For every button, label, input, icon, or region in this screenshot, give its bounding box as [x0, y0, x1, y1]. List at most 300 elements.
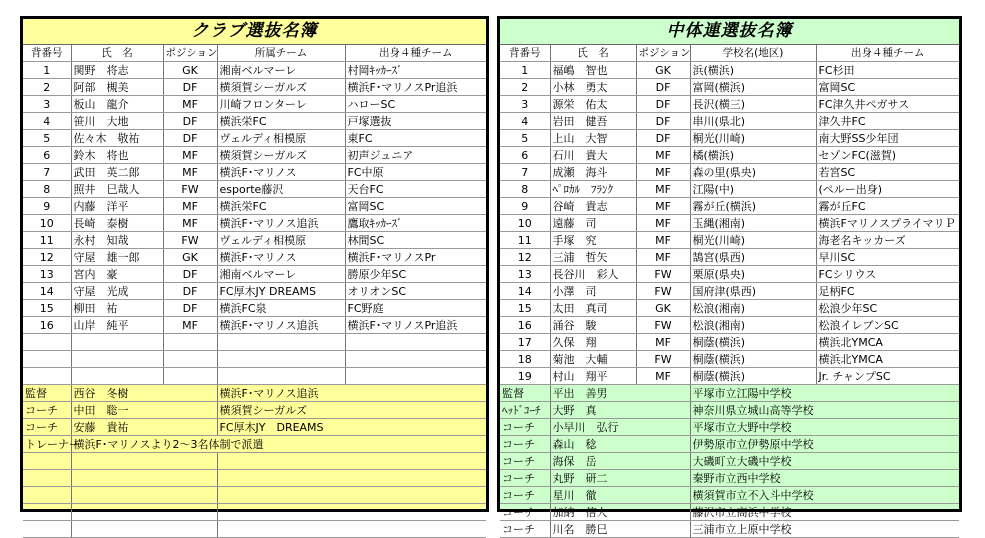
chutai-staff-row: [500, 487, 959, 504]
club-player-row: [23, 215, 486, 232]
player-position: DF: [163, 283, 217, 300]
player-position: GK: [636, 300, 690, 317]
player-number: 9: [23, 198, 71, 215]
player-position: DF: [636, 96, 690, 113]
club-staff-empty-row: [23, 521, 486, 538]
player-number: 11: [500, 232, 550, 249]
player-origin-team: 林間SC: [345, 232, 486, 249]
player-name: 手塚 究: [550, 232, 636, 249]
player-origin-team: 足柄FC: [816, 283, 959, 300]
staff-name: 中田 聡一: [71, 402, 217, 419]
player-name: 関野 将志: [71, 62, 163, 79]
club-header-row: [23, 45, 486, 62]
staff-affiliation: 藤沢市立高浜中学校: [690, 504, 959, 521]
chutai-staff-row: [500, 385, 959, 402]
player-position: MF: [636, 164, 690, 181]
player-origin-team: [345, 334, 486, 351]
player-team: [217, 351, 345, 368]
staff-name: [71, 453, 217, 470]
chutai-player-row: [500, 249, 959, 266]
player-name: 守屋 光成: [71, 283, 163, 300]
player-origin-team: FCシリウス: [816, 266, 959, 283]
trainer-role: トレーナー: [25, 437, 80, 451]
player-origin-team: 勝原少年SC: [345, 266, 486, 283]
player-name: 小林 勇太: [550, 79, 636, 96]
player-position: DF: [163, 300, 217, 317]
staff-affiliation: FC厚木JY DREAMS: [217, 419, 486, 436]
staff-role: コーチ: [500, 419, 550, 436]
player-team: [217, 368, 345, 385]
player-team: ヴェルディ相模原: [217, 232, 345, 249]
player-position: DF: [163, 113, 217, 130]
player-position: MF: [636, 181, 690, 198]
player-team: 浜(横浜): [690, 62, 816, 79]
player-position: FW: [636, 266, 690, 283]
player-number: 1: [23, 62, 71, 79]
player-number: 1: [500, 62, 550, 79]
player-team: 桐蔭(横浜): [690, 351, 816, 368]
player-position: DF: [163, 79, 217, 96]
player-name: 谷崎 貴志: [550, 198, 636, 215]
club-player-row: [23, 96, 486, 113]
player-number: 15: [500, 300, 550, 317]
chutai-player-row: [500, 232, 959, 249]
club-player-row: [23, 334, 486, 351]
player-name: [71, 368, 163, 385]
player-name: 岩田 健吾: [550, 113, 636, 130]
chutai-player-row: [500, 181, 959, 198]
club-player-row: [23, 164, 486, 181]
player-team: 桐光(川崎): [690, 232, 816, 249]
player-name: 菊池 大輔: [550, 351, 636, 368]
club-staff-empty-row: [23, 487, 486, 504]
player-origin-team: FC津久井ペガサス: [816, 96, 959, 113]
club-col-position: ポジション: [163, 45, 217, 62]
player-position: GK: [163, 62, 217, 79]
player-origin-team: ハローSC: [345, 96, 486, 113]
player-position: FW: [636, 351, 690, 368]
player-number: 6: [500, 147, 550, 164]
chutai-player-row: [500, 368, 959, 385]
player-team: 栗原(県央): [690, 266, 816, 283]
staff-role: コーチ: [500, 521, 550, 538]
chutai-col-origin: 出身４種チーム: [816, 45, 959, 62]
staff-name: 小早川 弘行: [550, 419, 690, 436]
staff-affiliation: 横須賀市立不入斗中学校: [690, 487, 959, 504]
player-position: GK: [636, 62, 690, 79]
player-position: MF: [636, 147, 690, 164]
staff-name: 西谷 冬樹: [71, 385, 217, 402]
player-team: 長沢(横三): [690, 96, 816, 113]
player-number: 14: [23, 283, 71, 300]
player-name: 照井 巳哉人: [71, 181, 163, 198]
player-position: DF: [636, 130, 690, 147]
player-origin-team: 横浜F･マリノスPr追浜: [345, 317, 486, 334]
staff-role: コーチ: [500, 487, 550, 504]
player-number: [23, 334, 71, 351]
player-name: 源栄 佑太: [550, 96, 636, 113]
player-name: 佐々木 敬祐: [71, 130, 163, 147]
player-team: 森の里(県央): [690, 164, 816, 181]
chutai-col-number: 背番号: [500, 45, 550, 62]
player-team: 横浜FC泉: [217, 300, 345, 317]
player-team: 桐蔭(横浜): [690, 334, 816, 351]
player-number: 13: [23, 266, 71, 283]
player-origin-team: 鷹取ｷｯｶｰｽﾞ: [345, 215, 486, 232]
player-origin-team: 富岡SC: [816, 79, 959, 96]
player-number: 5: [23, 130, 71, 147]
player-name: 柳田 祐: [71, 300, 163, 317]
player-name: ﾍﾟﾛｶﾙ ﾌﾗﾝｸ: [550, 181, 636, 198]
player-position: MF: [163, 317, 217, 334]
club-player-row: [23, 79, 486, 96]
player-number: 14: [500, 283, 550, 300]
chutai-staff-row: [500, 453, 959, 470]
player-number: 2: [23, 79, 71, 96]
player-team: 松浪(湘南): [690, 300, 816, 317]
chutai-player-row: [500, 198, 959, 215]
chutai-staff-row: [500, 504, 959, 521]
chutai-player-row: [500, 130, 959, 147]
staff-affiliation: 平塚市立大野中学校: [690, 419, 959, 436]
club-roster-panel: [20, 16, 489, 512]
player-team: 橘(横浜): [690, 147, 816, 164]
chutai-col-school: 学校名(地区): [690, 45, 816, 62]
player-origin-team: 東FC: [345, 130, 486, 147]
player-team: 横浜F･マリノス追浜: [217, 317, 345, 334]
player-name: 太田 真司: [550, 300, 636, 317]
player-team: 横須賀シーガルズ: [217, 79, 345, 96]
player-origin-team: 海老名キッカーズ: [816, 232, 959, 249]
club-player-row: [23, 232, 486, 249]
player-number: 7: [23, 164, 71, 181]
player-origin-team: [345, 368, 486, 385]
player-number: 11: [23, 232, 71, 249]
player-team: 霧が丘(横浜): [690, 198, 816, 215]
player-position: MF: [636, 368, 690, 385]
chutai-staff-table: [500, 385, 959, 538]
club-staff-empty-row: [23, 470, 486, 487]
chutai-player-row: [500, 96, 959, 113]
player-position: MF: [163, 164, 217, 181]
player-origin-team: 富岡SC: [345, 198, 486, 215]
player-position: MF: [163, 147, 217, 164]
club-player-row: [23, 130, 486, 147]
chutai-staff-row: [500, 470, 959, 487]
player-name: 宮内 豪: [71, 266, 163, 283]
club-player-row: [23, 283, 486, 300]
chutai-roster-panel: [497, 16, 962, 536]
player-origin-team: 松浪イレブンSC: [816, 317, 959, 334]
club-player-row: [23, 351, 486, 368]
player-origin-team: FC杉田: [816, 62, 959, 79]
player-origin-team: Jr. チャンプSC: [816, 368, 959, 385]
club-col-name: 氏 名: [71, 45, 163, 62]
player-number: 12: [23, 249, 71, 266]
club-player-row: [23, 113, 486, 130]
player-position: MF: [636, 334, 690, 351]
player-team: 玉縄(湘南): [690, 215, 816, 232]
player-origin-team: セゾンFC(滋賀): [816, 147, 959, 164]
player-position: [163, 368, 217, 385]
staff-affiliation: 平塚市立江陽中学校: [690, 385, 959, 402]
staff-name: 丸野 研二: [550, 470, 690, 487]
player-position: FW: [636, 317, 690, 334]
player-origin-team: 横浜F･マリノスPr追浜: [345, 79, 486, 96]
player-number: 3: [23, 96, 71, 113]
club-trainer-row: [23, 436, 486, 453]
player-name: 上山 大智: [550, 130, 636, 147]
player-number: 17: [500, 334, 550, 351]
player-name: 三浦 哲矢: [550, 249, 636, 266]
player-team: [217, 334, 345, 351]
player-origin-team: FC中原: [345, 164, 486, 181]
player-name: 守屋 雄一郎: [71, 249, 163, 266]
chutai-player-row: [500, 113, 959, 130]
player-team: esporte藤沢: [217, 181, 345, 198]
player-team: 横浜F･マリノス: [217, 164, 345, 181]
player-origin-team: 津久井FC: [816, 113, 959, 130]
player-team: 横浜栄FC: [217, 113, 345, 130]
club-player-row: [23, 198, 486, 215]
player-number: 3: [500, 96, 550, 113]
player-number: 2: [500, 79, 550, 96]
player-team: 鵠宮(県西): [690, 249, 816, 266]
player-team: ヴェルディ相模原: [217, 130, 345, 147]
player-number: 19: [500, 368, 550, 385]
player-name: 板山 龍介: [71, 96, 163, 113]
club-player-row: [23, 181, 486, 198]
staff-name: 森山 稔: [550, 436, 690, 453]
staff-affiliation: 三浦市立上原中学校: [690, 521, 959, 538]
player-position: MF: [163, 96, 217, 113]
player-name: [71, 334, 163, 351]
staff-role: コーチ: [500, 470, 550, 487]
staff-role: [23, 453, 71, 470]
player-team: 串川(県北): [690, 113, 816, 130]
staff-name: [71, 470, 217, 487]
player-position: GK: [163, 249, 217, 266]
club-player-table: [23, 45, 486, 385]
chutai-staff-row: [500, 521, 959, 538]
player-number: 13: [500, 266, 550, 283]
player-position: DF: [163, 130, 217, 147]
player-number: 16: [500, 317, 550, 334]
staff-role: コーチ: [500, 436, 550, 453]
chutai-staff-row: [500, 436, 959, 453]
player-position: [163, 334, 217, 351]
chutai-player-row: [500, 215, 959, 232]
chutai-player-row: [500, 266, 959, 283]
player-name: 石川 貴大: [550, 147, 636, 164]
staff-name: [71, 487, 217, 504]
player-team: 横浜F･マリノス追浜: [217, 215, 345, 232]
chutai-player-row: [500, 283, 959, 300]
player-origin-team: 初声ジュニア: [345, 147, 486, 164]
staff-affiliation: 横須賀シーガルズ: [217, 402, 486, 419]
player-name: 成瀬 海斗: [550, 164, 636, 181]
player-team: 川崎フロンターレ: [217, 96, 345, 113]
chutai-col-name: 氏 名: [550, 45, 636, 62]
player-position: DF: [163, 266, 217, 283]
club-staff-empty-row: [23, 504, 486, 521]
player-number: 6: [23, 147, 71, 164]
player-name: 武田 英二郎: [71, 164, 163, 181]
club-staff-row: [23, 385, 486, 402]
club-player-row: [23, 368, 486, 385]
staff-affiliation: [217, 453, 486, 470]
chutai-player-row: [500, 317, 959, 334]
chutai-player-row: [500, 300, 959, 317]
chutai-player-row: [500, 351, 959, 368]
player-number: 12: [500, 249, 550, 266]
player-origin-team: FC野庭: [345, 300, 486, 317]
player-position: MF: [163, 215, 217, 232]
player-origin-team: 南大野SS少年団: [816, 130, 959, 147]
player-origin-team: 松浪少年SC: [816, 300, 959, 317]
player-name: 遠藤 司: [550, 215, 636, 232]
player-number: 10: [23, 215, 71, 232]
player-team: 横須賀シーガルズ: [217, 147, 345, 164]
player-number: 9: [500, 198, 550, 215]
player-number: 15: [23, 300, 71, 317]
player-origin-team: 若宮SC: [816, 164, 959, 181]
staff-affiliation: 横浜F･マリノス追浜: [217, 385, 486, 402]
chutai-player-table: [500, 45, 959, 385]
player-name: [71, 351, 163, 368]
player-name: 笹川 大地: [71, 113, 163, 130]
player-team: 江陽(中): [690, 181, 816, 198]
staff-name: 海保 岳: [550, 453, 690, 470]
staff-role: コーチ: [500, 453, 550, 470]
player-position: DF: [636, 113, 690, 130]
player-position: MF: [636, 249, 690, 266]
chutai-player-row: [500, 334, 959, 351]
player-name: 永村 知哉: [71, 232, 163, 249]
player-number: 5: [500, 130, 550, 147]
staff-affiliation: 大磯町立大磯中学校: [690, 453, 959, 470]
player-position: MF: [636, 232, 690, 249]
staff-name: 星川 徹: [550, 487, 690, 504]
player-origin-team: オリオンSC: [345, 283, 486, 300]
player-number: 7: [500, 164, 550, 181]
player-number: 18: [500, 351, 550, 368]
player-name: 山岸 純平: [71, 317, 163, 334]
club-player-row: [23, 300, 486, 317]
player-position: FW: [163, 181, 217, 198]
chutai-player-row: [500, 147, 959, 164]
staff-role: [23, 487, 71, 504]
player-name: 長谷川 彩人: [550, 266, 636, 283]
staff-role: コーチ: [500, 504, 550, 521]
player-number: 8: [23, 181, 71, 198]
staff-role: コーチ: [23, 402, 71, 419]
staff-affiliation: [217, 470, 486, 487]
club-staff-row: [23, 419, 486, 436]
staff-role: 監督: [23, 385, 71, 402]
player-number: 10: [500, 215, 550, 232]
player-team: 横浜栄FC: [217, 198, 345, 215]
chutai-roster-title: 中体連選抜名簿: [500, 19, 959, 45]
staff-role: [23, 504, 71, 521]
player-origin-team: (ペルー出身): [816, 181, 959, 198]
player-team: 横浜F･マリノス: [217, 249, 345, 266]
player-name: 鈴木 将也: [71, 147, 163, 164]
player-name: 内藤 洋平: [71, 198, 163, 215]
player-origin-team: 横浜北YMCA: [816, 334, 959, 351]
player-position: DF: [636, 79, 690, 96]
staff-role: [23, 470, 71, 487]
player-origin-team: [345, 351, 486, 368]
player-position: MF: [163, 198, 217, 215]
club-player-row: [23, 62, 486, 79]
club-player-row: [23, 147, 486, 164]
player-name: 村山 翔平: [550, 368, 636, 385]
staff-role: コーチ: [23, 419, 71, 436]
staff-affiliation: [217, 521, 486, 538]
staff-name: 平出 善男: [550, 385, 690, 402]
player-team: FC厚木JY DREAMS: [217, 283, 345, 300]
staff-affiliation: 神奈川県立城山高等学校: [690, 402, 959, 419]
staff-affiliation: 秦野市立西中学校: [690, 470, 959, 487]
player-team: 松浪(湘南): [690, 317, 816, 334]
chutai-staff-row: [500, 419, 959, 436]
club-col-origin: 出身４種チーム: [345, 45, 486, 62]
player-position: MF: [636, 215, 690, 232]
player-origin-team: 横浜F･マリノスPr: [345, 249, 486, 266]
player-origin-team: 村岡ｷｯｶｰｽﾞ: [345, 62, 486, 79]
player-team: 湘南ベルマーレ: [217, 266, 345, 283]
player-name: 小澤 司: [550, 283, 636, 300]
player-team: 富岡(横浜): [690, 79, 816, 96]
player-team: 国府津(県西): [690, 283, 816, 300]
player-position: [163, 351, 217, 368]
staff-role: ﾍｯﾄﾞｺｰﾁ: [500, 402, 550, 419]
club-player-row: [23, 266, 486, 283]
player-name: 阿部 槻美: [71, 79, 163, 96]
player-origin-team: 戸塚選抜: [345, 113, 486, 130]
staff-name: 加納 信人: [550, 504, 690, 521]
player-position: MF: [636, 198, 690, 215]
staff-name: [71, 521, 217, 538]
club-staff-empty-row: [23, 453, 486, 470]
staff-name: 大野 真: [550, 402, 690, 419]
staff-role: 監督: [500, 385, 550, 402]
chutai-player-row: [500, 62, 959, 79]
club-roster-title: クラブ選抜名簿: [23, 19, 486, 45]
player-team: 湘南ベルマーレ: [217, 62, 345, 79]
club-player-row: [23, 317, 486, 334]
staff-role: [23, 521, 71, 538]
player-origin-team: 横浜北YMCA: [816, 351, 959, 368]
player-position: FW: [163, 232, 217, 249]
player-team: 桐光(川崎): [690, 130, 816, 147]
player-name: 福嶋 智也: [550, 62, 636, 79]
staff-affiliation: [217, 487, 486, 504]
player-name: 長崎 泰樹: [71, 215, 163, 232]
club-staff-row: [23, 402, 486, 419]
staff-affiliation: [217, 504, 486, 521]
player-origin-team: 霧が丘FC: [816, 198, 959, 215]
player-origin-team: 天台FC: [345, 181, 486, 198]
player-number: 8: [500, 181, 550, 198]
staff-name: [71, 504, 217, 521]
player-team: 桐蔭(横浜): [690, 368, 816, 385]
player-name: 涌谷 駿: [550, 317, 636, 334]
staff-name: 川名 勝巳: [550, 521, 690, 538]
player-number: 4: [23, 113, 71, 130]
club-col-number: 背番号: [23, 45, 71, 62]
